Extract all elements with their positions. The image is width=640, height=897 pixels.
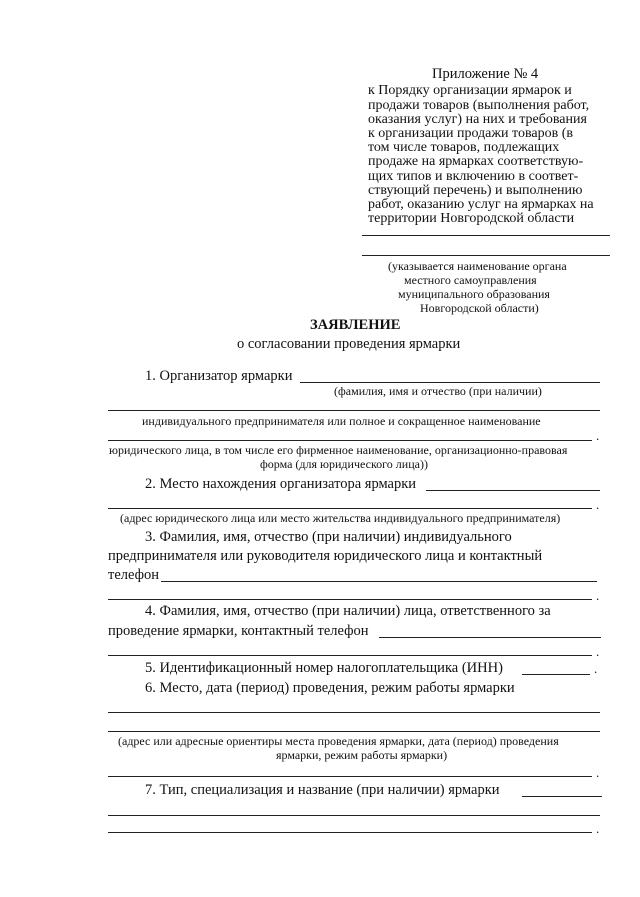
- manager-label-line2: предпринимателя или руководителя юридического лица и контактный: [108, 548, 543, 564]
- annex-title: Приложение № 4: [432, 66, 539, 82]
- place-date-field-line3[interactable]: [108, 776, 592, 777]
- place-date-field-line2[interactable]: [108, 731, 600, 732]
- location-label: 2. Место нахождения организатора ярмарки: [145, 476, 417, 492]
- organizer-field-line2[interactable]: [108, 410, 600, 411]
- recipient-note-line: муниципального образования: [398, 287, 550, 301]
- annex-line: территории Новгородской области: [368, 211, 575, 226]
- recipient-note-line: (указывается наименование органа: [388, 259, 567, 273]
- organizer-field-line3[interactable]: [108, 440, 592, 441]
- page-subtitle: о согласовании проведения ярмарки: [237, 336, 461, 352]
- organizer-hint: (фамилия, имя и отчество (при наличии): [334, 384, 542, 398]
- annex-line: ствующий перечень) и выполнению: [368, 183, 583, 198]
- place-date-hint-1: (адрес или адресные ориентиры места проведения ярмарки, дата (период) проведения: [118, 734, 559, 748]
- recipient-note-line: местного самоуправления: [404, 273, 537, 287]
- annex-line: продаже на ярмарках соответствую-: [368, 154, 584, 169]
- inn-field[interactable]: [522, 674, 590, 675]
- annex-line: к организации продажи товаров (в: [368, 126, 574, 141]
- responsible-label-line2: проведение ярмарки, контактный телефон: [108, 623, 369, 639]
- location-field-line2[interactable]: [108, 508, 592, 509]
- annex-line: продажи товаров (выполнения работ,: [368, 98, 590, 113]
- line-end-dot: .: [596, 497, 600, 512]
- line-end-dot: .: [596, 765, 600, 780]
- line-end-dot: .: [594, 661, 598, 676]
- manager-field[interactable]: [161, 581, 597, 582]
- place-date-label: 6. Место, дата (период) проведения, режим работы ярмарки: [145, 680, 515, 696]
- responsible-field[interactable]: [379, 637, 601, 638]
- place-date-field[interactable]: [108, 712, 600, 713]
- line-end-dot: .: [596, 821, 600, 836]
- fair-type-field[interactable]: [522, 796, 602, 797]
- organizer-hint-3: юридического лица, в том числе его фирменное наименование, организационно-правовая: [109, 443, 568, 457]
- annex-line: оказания услуг) на них и требования: [368, 112, 587, 127]
- manager-label-line3: телефон: [108, 567, 160, 583]
- organizer-label: 1. Организатор ярмарки: [145, 368, 293, 384]
- manager-field-line2[interactable]: [108, 599, 592, 600]
- line-end-dot: .: [596, 428, 600, 443]
- responsible-field-line2[interactable]: [108, 655, 592, 656]
- location-hint: (адрес юридического лица или место жительства индивидуального предпринимателя): [120, 511, 561, 525]
- responsible-label-line1: 4. Фамилия, имя, отчество (при наличии) лица, ответственного за: [145, 603, 551, 619]
- fair-type-field-line3[interactable]: [108, 832, 592, 833]
- annex-line: щих типов и включению в соответ-: [368, 169, 579, 184]
- manager-label-line1: 3. Фамилия, имя, отчество (при наличии) индивидуального: [145, 529, 512, 545]
- line-end-dot: .: [596, 644, 600, 659]
- recipient-note-line: Новгородской области): [420, 301, 539, 315]
- page-title: ЗАЯВЛЕНИЕ: [310, 317, 401, 333]
- annex-line: том числе товаров, подлежащих: [368, 140, 560, 155]
- location-field[interactable]: [426, 490, 600, 491]
- place-date-hint-2: ярмарки, режим работы ярмарки): [276, 748, 448, 762]
- recipient-line[interactable]: [362, 235, 610, 236]
- line-end-dot: .: [596, 588, 600, 603]
- organizer-hint-2: индивидуального предпринимателя или полное и сокращенное наименование: [142, 414, 541, 428]
- fair-type-label: 7. Тип, специализация и название (при наличии) ярмарки: [145, 782, 500, 798]
- inn-label: 5. Идентификационный номер налогоплательщика (ИНН): [145, 660, 503, 676]
- organizer-hint-4: форма (для юридического лица)): [260, 457, 428, 471]
- annex-line: к Порядку организации ярмарок и: [368, 83, 572, 98]
- recipient-line[interactable]: [362, 255, 610, 256]
- fair-type-field-line2[interactable]: [108, 815, 600, 816]
- annex-line: работ, оказанию услуг на ярмарках на: [368, 197, 594, 212]
- organizer-field[interactable]: [300, 382, 600, 383]
